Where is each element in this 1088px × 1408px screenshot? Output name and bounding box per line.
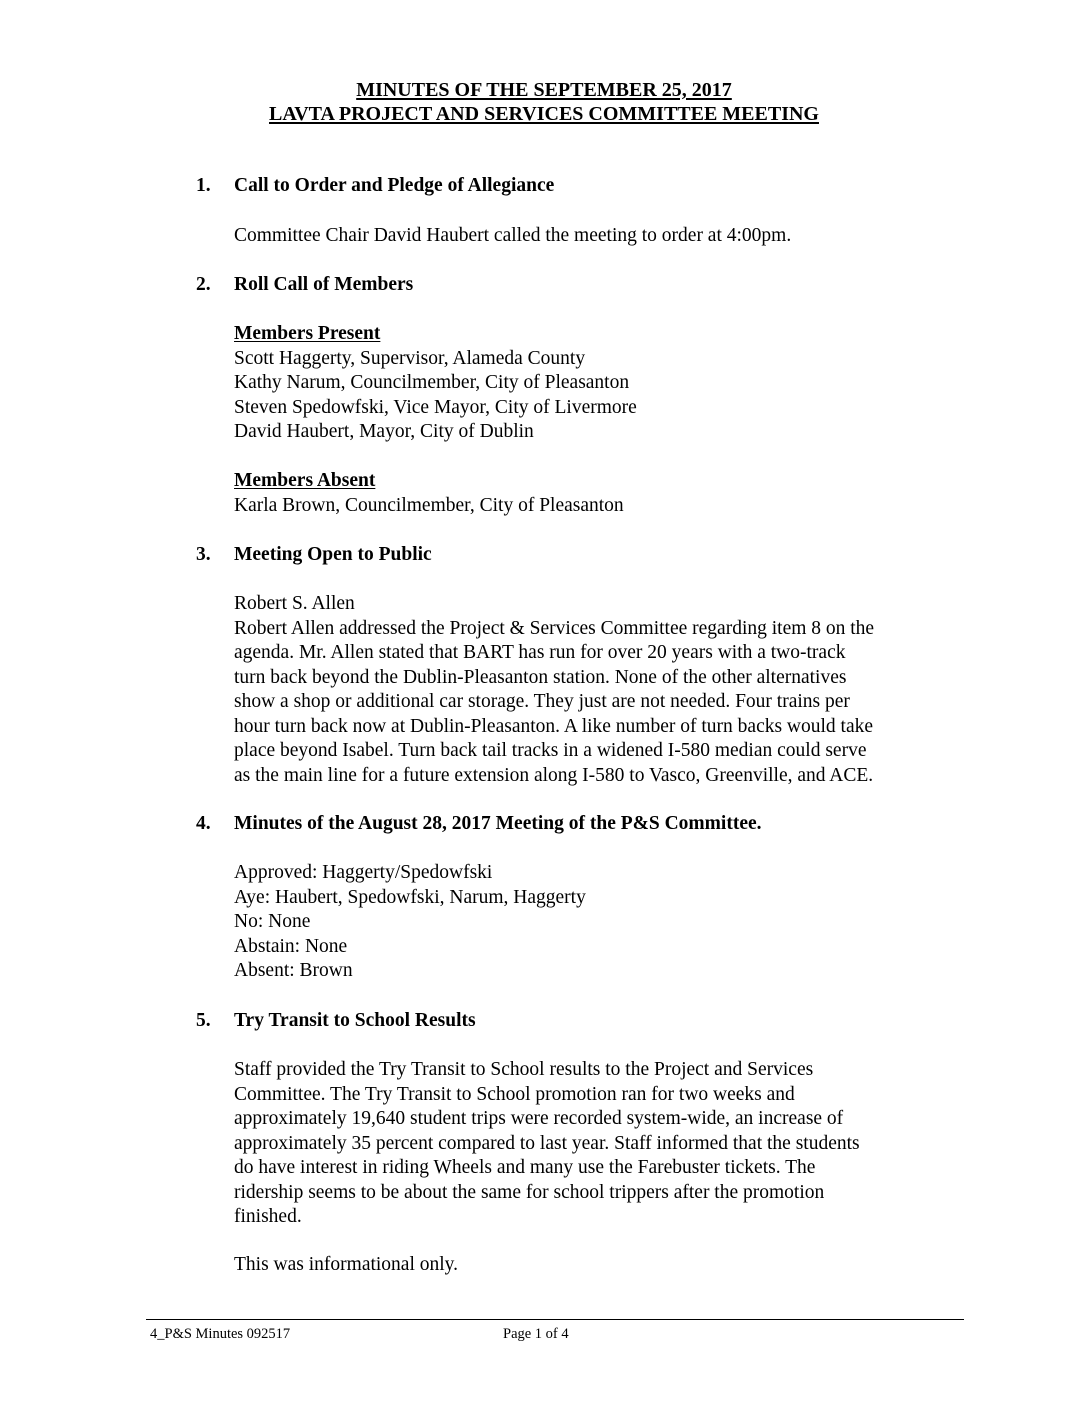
document-title-line-2: LAVTA PROJECT AND SERVICES COMMITTEE MEETING [269,103,819,125]
paragraph-line: finished. [234,1206,302,1227]
public-comment-line: as the main line for a future extension along I-580 to Vasco, Greenville, and ACE. [234,764,874,786]
section-4-number: 4. [196,813,211,834]
section-5-number: 5. [196,1010,211,1031]
public-comment-line: turn back beyond the Dublin-Pleasanton station. None of the other alternatives [234,666,847,688]
member-present-item: Steven Spedowfski, Vice Mayor, City of Livermore [234,396,637,418]
section-5-heading: Try Transit to School Results [234,1010,476,1031]
section-2-number: 2. [196,274,211,295]
vote-record-block [234,861,954,984]
paragraph-line: do have interest in riding Wheels and many use the Farebuster tickets. The [234,1157,816,1178]
paragraph-line: ridership seems to be about the same for school trippers after the promotion [234,1181,825,1203]
member-absent-item: Karla Brown, Councilmember, City of Pleasanton [234,494,624,516]
members-present-block [234,322,954,445]
section-1-text: Committee Chair David Haubert called the meeting to order at 4:00pm. [234,225,792,246]
public-comment-line: Robert Allen addressed the Project & Services Committee regarding item 8 on the [234,617,875,639]
member-present-item: Scott Haggerty, Supervisor, Alameda County [234,347,586,369]
section-1-heading: Call to Order and Pledge of Allegiance [234,175,555,196]
vote-record-line: Absent: Brown [234,960,353,981]
members-absent-block [234,469,954,518]
public-comment-line: hour turn back now at Dublin-Pleasanton. A like number of turn backs would take [234,715,874,737]
public-comment-line: show a shop or additional car storage. They just are not needed. Four trains per [234,691,850,712]
footer-divider [146,1319,964,1320]
section-3-number: 3. [196,544,211,565]
vote-record-line: No: None [234,911,311,932]
public-comment-block [234,592,954,788]
section-4-heading: Minutes of the August 28, 2017 Meeting of the P&S Committee. [234,813,762,834]
paragraph-line: approximately 35 percent compared to last year. Staff informed that the students [234,1132,860,1154]
public-comment-line: place beyond Isabel. Turn back tail tracks in a widened I-580 median could serve [234,740,867,761]
try-transit-paragraph [234,1058,954,1230]
member-present-item: Kathy Narum, Councilmember, City of Pleasanton [234,372,630,393]
footer-document-id: 4_P&S Minutes 092517 [150,1326,291,1342]
member-present-item: David Haubert, Mayor, City of Dublin [234,421,534,442]
document-title-line-1: MINUTES OF THE SEPTEMBER 25, 2017 [356,79,732,101]
informational-note: This was informational only. [234,1254,459,1275]
vote-record-line: Approved: Haggerty/Spedowfski [234,862,493,883]
vote-record-line: Abstain: None [234,935,348,957]
members-present-label: Members Present [234,323,381,344]
section-1-number: 1. [196,175,211,196]
paragraph-line: approximately 19,640 student trips were recorded system-wide, an increase of [234,1108,844,1129]
paragraph-line: Committee. The Try Transit to School promotion ran for two weeks and [234,1083,795,1105]
paragraph-line: Staff provided the Try Transit to School results to the Project and Services [234,1059,814,1080]
speaker-name: Robert S. Allen [234,593,355,614]
section-3-heading: Meeting Open to Public [234,544,432,565]
members-absent-label: Members Absent [234,470,376,491]
section-2-heading: Roll Call of Members [234,274,414,295]
vote-record-line: Aye: Haubert, Spedowfski, Narum, Haggerty [234,886,586,908]
footer-page-number: Page 1 of 4 [503,1326,569,1342]
public-comment-line: agenda. Mr. Allen stated that BART has run for over 20 years with a two-track [234,642,846,663]
